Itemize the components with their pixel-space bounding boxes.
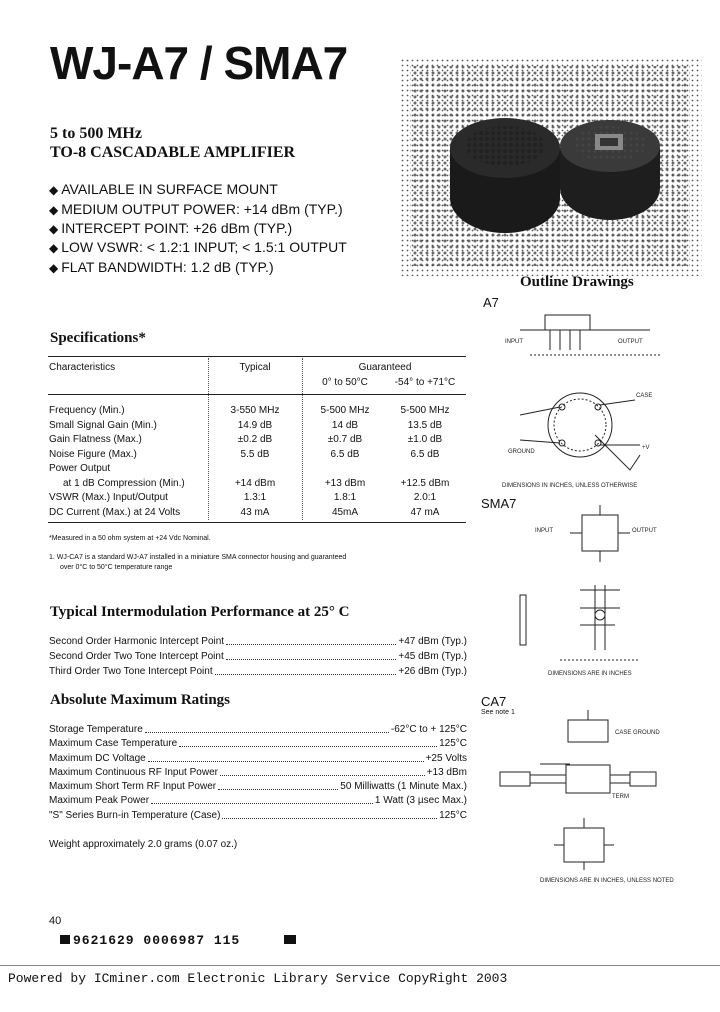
- dot-leader: [220, 768, 425, 776]
- abs-max-label: Maximum Continuous RF Input Power: [49, 767, 218, 778]
- abs-max-label: Maximum DC Voltage: [49, 753, 146, 764]
- spec-row-typical: +14 dBm: [234, 478, 276, 489]
- intermod-heading: Typical Intermodulation Performance at 25° C: [50, 604, 350, 620]
- spec-row-label: Frequency (Min.): [49, 405, 125, 416]
- a7-pin-label-ground: GROUND: [508, 449, 535, 455]
- divider: [48, 522, 466, 523]
- sma7-dims-note: DIMENSIONS ARE IN INCHES: [548, 671, 632, 677]
- spec-row-guaranteed-2: 6.5 dB: [410, 449, 440, 460]
- dot-leader: [218, 782, 338, 790]
- abs-max-label: Storage Temperature: [49, 724, 143, 735]
- a7-pin-label-vplus: +V: [642, 445, 650, 451]
- dot-leader: [145, 725, 389, 733]
- dot-leader: [151, 796, 373, 804]
- feature-item: ◆ INTERCEPT POINT: +26 dBm (TYP.): [49, 220, 293, 236]
- ca7-dims-note: DIMENSIONS ARE IN INCHES, UNLESS NOTED: [540, 878, 674, 884]
- spec-row-guaranteed-1: 14 dB: [331, 420, 359, 431]
- a7-dims-note: DIMENSIONS IN INCHES, UNLESS OTHERWISE: [502, 483, 638, 489]
- spec-row-typical: ±0.2 dB: [237, 434, 273, 445]
- abs-max-row: [49, 782, 467, 792]
- col-range-2: -54° to +71°C: [394, 377, 456, 388]
- column-separator: [208, 358, 209, 520]
- a7-pin-label-input: INPUT: [505, 339, 523, 345]
- spec-row-typical: 14.9 dB: [237, 420, 273, 431]
- a7-pin-label-output: OUTPUT: [618, 339, 643, 345]
- drawing-label-sma7: SMA7: [481, 496, 517, 511]
- sma7-pin-label-output: OUTPUT: [632, 528, 657, 534]
- abs-max-row: [49, 768, 467, 778]
- footer-divider: [0, 965, 720, 966]
- intermod-label: Third Order Two Tone Intercept Point: [49, 666, 213, 677]
- spec-row-guaranteed-1: 6.5 dB: [330, 449, 360, 460]
- diamond-bullet-icon: ◆: [49, 241, 59, 255]
- diamond-bullet-icon: ◆: [49, 261, 59, 275]
- spec-row-guaranteed-2: 47 mA: [410, 507, 440, 518]
- intermod-value: +47 dBm (Typ.): [398, 636, 467, 647]
- intermod-row: [49, 637, 467, 647]
- col-typical: Typical: [239, 362, 271, 373]
- spec-row-label: Noise Figure (Max.): [49, 449, 137, 460]
- dot-leader: [226, 637, 396, 645]
- abs-max-value: 125°C: [439, 738, 467, 749]
- abs-max-value: +25 Volts: [425, 753, 467, 764]
- subtitle-frequency: 5 to 500 MHz: [50, 125, 142, 142]
- col-characteristics: Characteristics: [49, 362, 116, 373]
- ca7-outline-drawing: [480, 700, 680, 890]
- intermod-value: +26 dBm (Typ.): [398, 666, 467, 677]
- page-number: 40: [49, 915, 62, 927]
- spec-row-typical: 1.3:1: [243, 492, 267, 503]
- barcode-block-left: [60, 935, 70, 944]
- abs-max-value: 50 Milliwatts (1 Minute Max.): [340, 781, 467, 792]
- spec-row-guaranteed-1: 5-500 MHz: [320, 405, 370, 416]
- spec-row-typical: 43 mA: [240, 507, 270, 518]
- spec-row-label: at 1 dB Compression (Min.): [63, 478, 185, 489]
- feature-item: ◆ AVAILABLE IN SURFACE MOUNT: [49, 181, 278, 197]
- abs-max-value: +13 dBm: [426, 767, 467, 778]
- spec-row-label: Power Output: [49, 463, 111, 474]
- sma7-pin-label-input: INPUT: [535, 528, 553, 534]
- spec-row-label: Gain Flatness (Max.): [49, 434, 142, 445]
- abs-max-label: Maximum Case Temperature: [49, 738, 178, 749]
- feature-item: ◆ FLAT BANDWIDTH: 1.2 dB (TYP.): [49, 259, 274, 275]
- spec-row-guaranteed-1: +13 dBm: [324, 478, 366, 489]
- abs-max-row: [49, 811, 467, 821]
- dot-leader: [226, 652, 397, 660]
- footnote: 1. WJ-CA7 is a standard WJ-A7 installed in a miniature SMA connector housing and guaranteed: [49, 554, 347, 561]
- intermod-row: [49, 667, 467, 677]
- ca7-term-label: TERM: [612, 794, 629, 800]
- footer-copyright: Powered by ICminer.com Electronic Library Service CopyRight 2003: [8, 971, 508, 986]
- intermod-label: Second Order Two Tone Intercept Point: [49, 651, 224, 662]
- intermod-value: +45 dBm (Typ.): [398, 651, 467, 662]
- barcode-text: 9621629 0006987 115: [73, 933, 241, 948]
- abs-max-row: [49, 754, 467, 764]
- spec-row-guaranteed-1: 1.8:1: [333, 492, 357, 503]
- abs-max-label: Maximum Short Term RF Input Power: [49, 781, 217, 792]
- dot-leader: [179, 739, 437, 747]
- dot-leader: [148, 754, 424, 762]
- spec-row-label: Small Signal Gain (Min.): [49, 420, 157, 431]
- a7-pin-label-case: CASE: [636, 393, 653, 399]
- abs-max-heading: Absolute Maximum Ratings: [50, 692, 231, 708]
- spec-row-guaranteed-2: 13.5 dB: [407, 420, 443, 431]
- drawing-label-ca7: CA7: [481, 694, 507, 709]
- outline-drawings-heading: Outline Drawings: [520, 274, 634, 290]
- column-separator: [302, 358, 303, 520]
- abs-max-row: [49, 725, 467, 735]
- col-range-1: 0° to 50°C: [322, 377, 368, 388]
- col-guaranteed: Guaranteed: [358, 362, 412, 373]
- spec-row-guaranteed-2: ±1.0 dB: [407, 434, 443, 445]
- spec-row-guaranteed-2: 2.0:1: [413, 492, 437, 503]
- spec-row-typical: 3-550 MHz: [230, 405, 280, 416]
- spec-row-label: VSWR (Max.) Input/Output: [49, 492, 168, 503]
- abs-max-value: 1 Watt (3 µsec Max.): [374, 795, 467, 806]
- intermod-row: [49, 652, 467, 662]
- drawing-label-a7: A7: [483, 295, 499, 310]
- abs-max-label: "S" Series Burn-in Temperature (Case): [49, 810, 221, 821]
- page-title: WJ-A7 / SMA7: [50, 37, 348, 89]
- divider: [48, 394, 466, 395]
- footnote: over 0°C to 50°C temperature range: [60, 564, 173, 571]
- abs-max-value: -62°C to + 125°C: [390, 724, 467, 735]
- abs-max-row: [49, 796, 467, 806]
- spec-row-guaranteed-1: ±0.7 dB: [327, 434, 363, 445]
- dot-leader: [222, 811, 437, 819]
- product-photo: [400, 58, 702, 276]
- diamond-bullet-icon: ◆: [49, 183, 59, 197]
- weight-note: Weight approximately 2.0 grams (0.07 oz.): [49, 839, 238, 850]
- spec-row-guaranteed-2: +12.5 dBm: [400, 478, 450, 489]
- ca7-case-ground-label: CASE GROUND: [615, 730, 660, 736]
- spec-row-guaranteed-1: 45mA: [331, 507, 359, 518]
- spec-row-guaranteed-2: 5-500 MHz: [400, 405, 450, 416]
- spec-row-typical: 5.5 dB: [240, 449, 270, 460]
- abs-max-row: [49, 739, 467, 749]
- footnote: *Measured in a 50 ohm system at +24 Vdc Nominal.: [49, 535, 211, 542]
- divider: [48, 356, 466, 357]
- abs-max-value: 125°C: [439, 810, 467, 821]
- spec-row-label: DC Current (Max.) at 24 Volts: [49, 507, 181, 518]
- dot-leader: [215, 667, 397, 675]
- a7-outline-drawing: [500, 295, 680, 495]
- see-note: See note 1: [481, 709, 515, 716]
- feature-item: ◆ MEDIUM OUTPUT POWER: +14 dBm (TYP.): [49, 201, 343, 217]
- barcode-block-right: [284, 935, 296, 944]
- specifications-heading: Specifications*: [50, 330, 146, 346]
- abs-max-label: Maximum Peak Power: [49, 795, 150, 806]
- diamond-bullet-icon: ◆: [49, 222, 59, 236]
- subtitle-product: TO-8 CASCADABLE AMPLIFIER: [50, 144, 296, 161]
- intermod-label: Second Order Harmonic Intercept Point: [49, 636, 225, 647]
- feature-item: ◆ LOW VSWR: < 1.2:1 INPUT; < 1.5:1 OUTPUT: [49, 239, 347, 255]
- diamond-bullet-icon: ◆: [49, 203, 59, 217]
- sma7-outline-drawing: [500, 500, 680, 685]
